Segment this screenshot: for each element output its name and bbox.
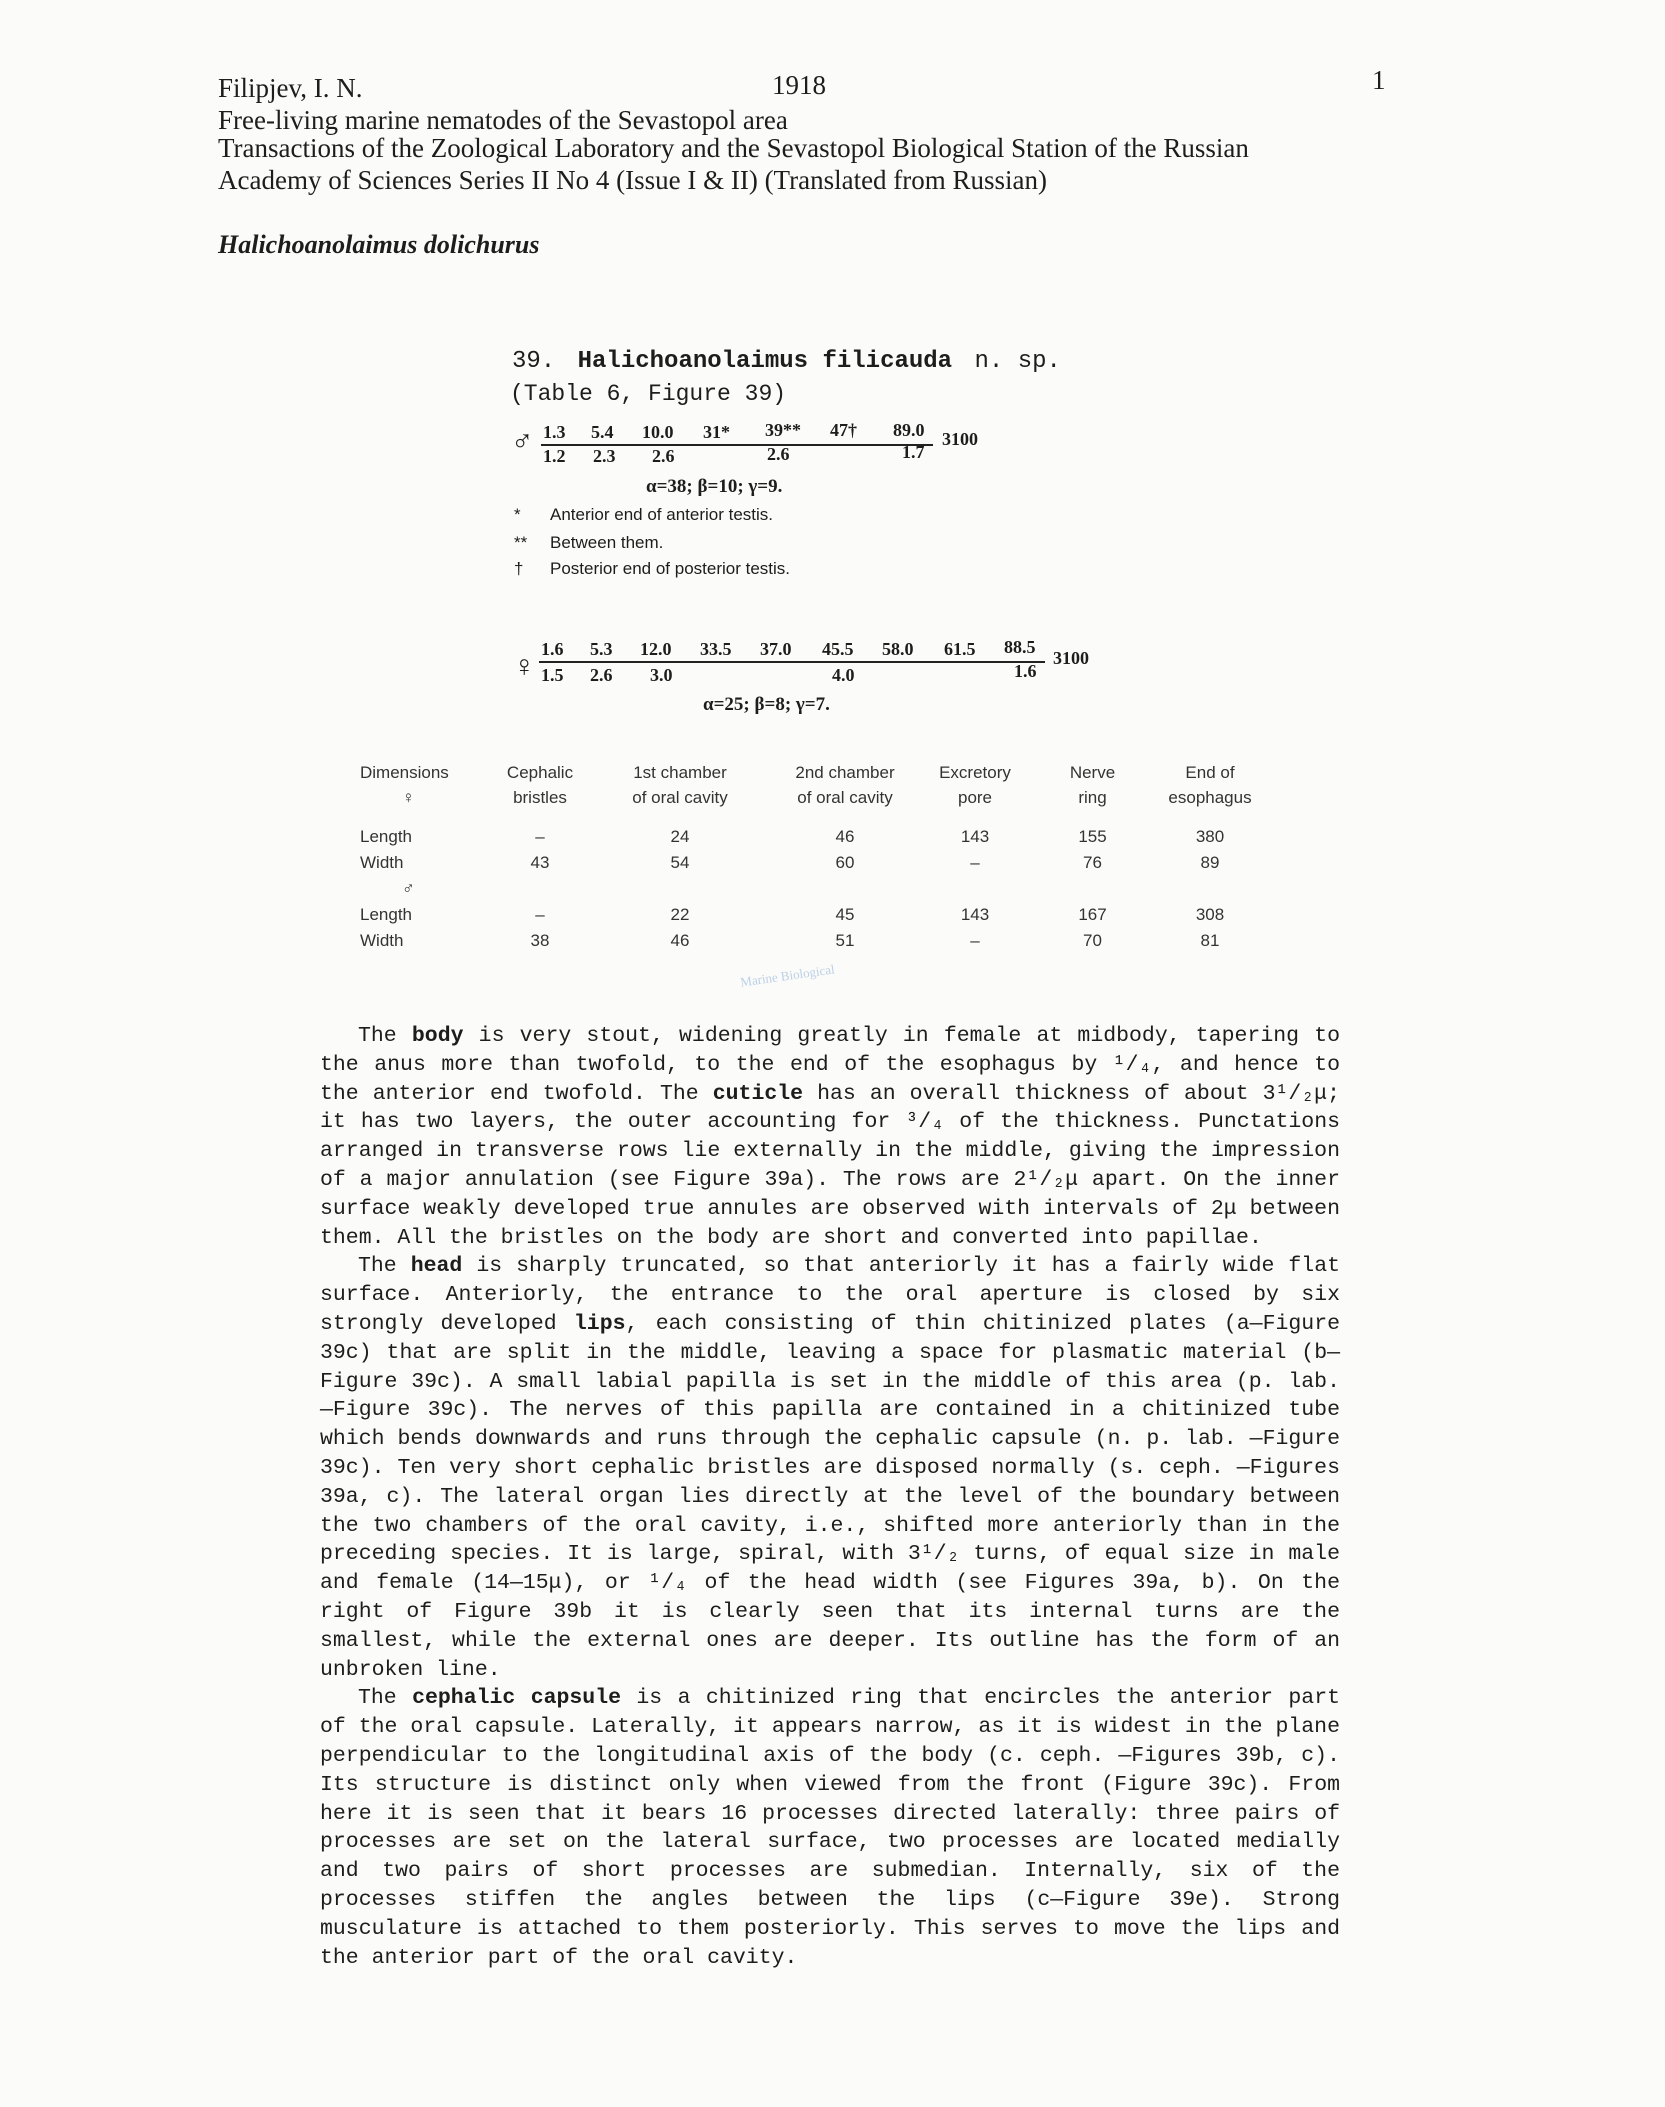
column-header-line: ring: [1078, 788, 1107, 807]
section-title: [512, 348, 1061, 375]
formula-top-value: 31*: [703, 422, 730, 442]
table-cell: Width: [360, 931, 404, 950]
formula-ratios: α=25; β=8; γ=7.: [703, 694, 830, 715]
table-cell: –: [970, 931, 980, 950]
table-row: [360, 902, 1265, 928]
table-cell: 89: [1200, 853, 1220, 872]
article-title: Free-living marine nematodes of the Sevastopol area: [218, 105, 788, 135]
table-cell: 51: [835, 931, 855, 950]
formula-bottom-value: 2.6: [590, 665, 613, 685]
formula-bottom-value: 3.0: [650, 665, 673, 685]
table-row: [360, 928, 1265, 954]
formula-top-value: 12.0: [640, 639, 672, 659]
section-number: 39.: [512, 348, 556, 375]
column-header-line: 2nd chamber: [795, 763, 895, 782]
footnote-mark: †: [514, 559, 524, 578]
body-text: [320, 1022, 1340, 1972]
formula-bottom-value: 1.7: [902, 442, 925, 462]
column-header-line: pore: [957, 788, 993, 807]
table-cell: 81: [1200, 931, 1220, 950]
table-cell: 308: [1195, 905, 1225, 924]
column-header-line: Nerve: [1069, 763, 1116, 782]
male-label: ♂: [402, 879, 415, 898]
formula-bottom-value: 1.6: [1014, 661, 1037, 681]
table-cell: Length: [360, 827, 412, 846]
footnote: [514, 559, 790, 579]
section-suffix: n. sp.: [974, 348, 1061, 375]
formula-top-value: 61.5: [944, 639, 976, 659]
formula-top-value: 5.4: [591, 422, 614, 442]
column-header-line: Dimensions: [360, 763, 449, 782]
table-cell: 54: [670, 853, 690, 872]
table-row: [360, 850, 1265, 876]
species-title: Halichoanolaimus dolichurus: [218, 230, 540, 259]
table-cell: –: [535, 827, 545, 846]
footnote-mark: *: [514, 505, 521, 524]
year: 1918: [772, 70, 826, 100]
formula-top-value: 45.5: [822, 639, 854, 659]
table-row: [360, 824, 1265, 850]
table-cell: 43: [530, 853, 550, 872]
table-cell: 38: [530, 931, 550, 950]
formula-ratios: α=38; β=10; γ=9.: [646, 476, 783, 497]
table-cell: 70: [1083, 931, 1102, 950]
column-header-line: esophagus: [1168, 788, 1252, 807]
journal-line-1: Transactions of the Zoological Laboratory and the Sevastopol Biological Station of the Russian: [218, 133, 1249, 163]
column-header-line: End of: [1185, 763, 1235, 782]
formula-bottom-value: 2.6: [767, 444, 790, 464]
formula-top-value: 5.3: [590, 639, 613, 659]
column-header: [490, 760, 590, 810]
column-header: [1155, 760, 1265, 810]
column-header-line: of oral cavity: [632, 788, 728, 807]
formula-bottom-value: 2.6: [652, 446, 675, 466]
column-header-line: ♀: [402, 788, 415, 807]
column-header-line: of oral cavity: [797, 788, 893, 807]
formula-top-value: 37.0: [760, 639, 792, 659]
table-cell: –: [970, 853, 980, 872]
paragraph: The head is sharply truncated, so that anteriorly it has a fairly wide flat surface. Anteriorly, the entrance to the oral aperture is closed by six strongly developed lips, each consisting of thin chitinized plates (a—Figure 39c) that are split in the middle, leaving a space for plasmatic material (b—Figure 39c). A small labial papilla is set in the middle of this area (p. lab. —Figure 39c). The nerves of this papilla are contained in a chitinized tube which bends downwards and runs through the cephalic capsule (n. p. lab. —Figure 39c). Ten very short cephalic bristles are disposed normally (s. ceph. —Figures 39a, c). The lateral organ lies directly at the level of the boundary between the two chambers of the oral cavity, i.e., shifted more anteriorly than in the preceding species. It is large, spiral, with 3¹/₂ turns, of equal size in male and female (14—15μ), or ¹/₄ of the head width (see Figures 39a, b). On the right of Figure 39b it is clearly seen that its internal turns are the smallest, while the external ones are deeper. Its outline has the form of an unbroken line.: [320, 1254, 1341, 1682]
paragraph: The body is very stout, widening greatly in female at midbody, tapering to the anus more than twofold, to the end of the esophagus by ¹/₄, and hence to the anterior end twofold. The cuticle has an overall thickness of about 3¹/₂μ; it has two layers, the outer accounting for ³/₄ of the thickness. Punctations arranged in transverse rows lie externally in the middle, giving the impression of a major annulation (see Figure 39a). The rows are 2¹/₂μ apart. On the inner surface weakly developed true annules are observed with intervals of 2μ between them. All the bristles on the body are short and converted into papillae.: [320, 1024, 1341, 1250]
column-header-line: Excretory: [939, 763, 1011, 782]
table-cell: Width: [360, 853, 404, 872]
column-header: [360, 760, 490, 810]
journal-line-2: Academy of Sciences Series II No 4 (Issue I & II) (Translated from Russian): [218, 165, 1048, 195]
formula-top-value: 1.6: [541, 639, 564, 659]
male-symbol: ♂: [511, 425, 534, 458]
formula-bottom-value: 4.0: [832, 665, 855, 685]
author: Filipjev, I. N.: [218, 73, 363, 103]
table-cell: 24: [670, 827, 690, 846]
table-cell: 46: [835, 827, 855, 846]
female-symbol: ♀: [513, 650, 536, 683]
footnote-text: Anterior end of anterior testis.: [550, 505, 774, 524]
paragraph: The cephalic capsule is a chitinized ring that encircles the anterior part of the oral capsule. Laterally, it appears narrow, as it is widest in the plane perpendicular to the longitudinal axis of the body (c. ceph. —Figures 39b, c). Its structure is distinct only when viewed from the front (Figure 39c). From here it is seen that it bears 16 processes directed laterally: three pairs of processes are set on the lateral surface, two processes are located medially and two pairs of short processes are submedian. Internally, six of the processes stiffen the angles between the lips (c—Figure 39e). Strong musculature is attached to them posteriorly. This serves to move the lips and the anterior part of the oral cavity.: [320, 1686, 1341, 1970]
footnote: [514, 505, 773, 525]
table-cell: 380: [1195, 827, 1225, 846]
footnote-text: Posterior end of posterior testis.: [550, 559, 791, 578]
dimensions-table: [360, 760, 1265, 954]
formula-top-value: 47†: [830, 420, 857, 440]
formula-top-value: 33.5: [700, 639, 732, 659]
page-number: 1: [1372, 65, 1386, 95]
column-header: [770, 760, 920, 810]
table-cell: 60: [835, 853, 855, 872]
table-cell: 46: [670, 931, 690, 950]
table-cell: 22: [670, 905, 690, 924]
formula-top-value: 88.5: [1004, 637, 1036, 657]
table-row: [360, 876, 1265, 902]
footnote-text: Between them.: [550, 533, 664, 552]
footnote: [514, 533, 663, 553]
formula-total: 3100: [942, 429, 978, 449]
formula-top-value: 58.0: [882, 639, 914, 659]
formula-bottom-value: 2.3: [593, 446, 616, 466]
table-cell: 143: [960, 827, 990, 846]
formula-top-value: 10.0: [642, 422, 674, 442]
formula-top-value: 39**: [765, 420, 801, 440]
column-header-line: 1st chamber: [633, 763, 727, 782]
table-cell: Length: [360, 905, 412, 924]
column-header-line: Cephalic: [506, 763, 574, 782]
formula-top-value: 1.3: [543, 422, 566, 442]
watermark: Marine Biological: [739, 961, 836, 990]
table-cell: 76: [1083, 853, 1102, 872]
section-species-name: Halichoanolaimus filicauda: [577, 348, 953, 375]
table-cell: 155: [1078, 827, 1107, 846]
formula-bottom-value: 1.5: [541, 665, 564, 685]
footnote-mark: **: [514, 533, 528, 552]
table-cell: –: [535, 905, 545, 924]
column-header: [920, 760, 1030, 810]
column-header: [590, 760, 770, 810]
formula-bar: [539, 661, 1045, 663]
column-header-line: bristles: [513, 788, 567, 807]
table-cell: 143: [960, 905, 990, 924]
formula-total: 3100: [1053, 648, 1089, 668]
formula-top-value: 89.0: [893, 420, 925, 440]
column-header: [1030, 760, 1155, 810]
section-subtitle: (Table 6, Figure 39): [510, 381, 787, 407]
formula-bottom-value: 1.2: [543, 446, 566, 466]
table-cell: 45: [835, 905, 855, 924]
table-cell: 167: [1078, 905, 1107, 924]
table-header-row: [360, 760, 1265, 810]
